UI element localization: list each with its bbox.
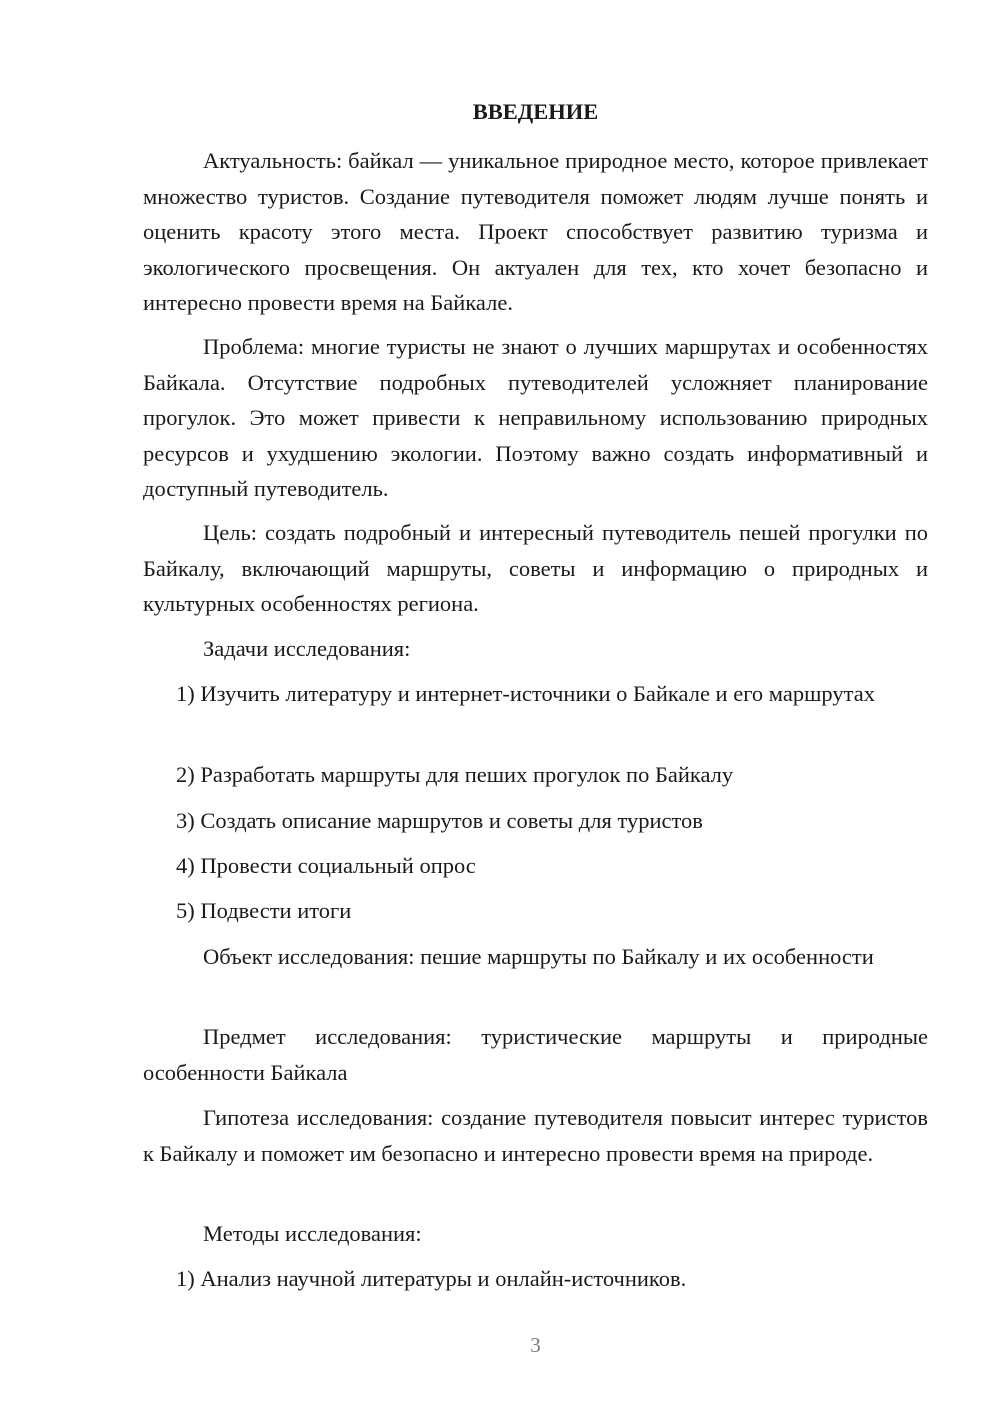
object-paragraph: Объект исследования: пешие маршруты по Байкалу и их особенности (203, 944, 874, 969)
methods-heading: Методы исследования: (203, 1221, 422, 1246)
page-number: 3 (530, 1333, 541, 1357)
subject-paragraph: Предмет исследования: туристические маршруты и природные особенности Байкала (143, 1024, 928, 1085)
problem-paragraph: Проблема: многие туристы не знают о лучших маршрутах и особенностях Байкала. Отсутствие подробных путеводителей усложняет планирование прогулок. Это может привести к неправильному использованию природных ресурсов и ухудшению экологии. Поэтому важно создать информативный и доступный путеводитель. (143, 334, 928, 501)
hypothesis-paragraph: Гипотеза исследования: создание путеводителя повысит интерес туристов к Байкалу и поможет им безопасно и интересно провести время на природе. (143, 1105, 928, 1166)
method-item-1: 1) Анализ научной литературы и онлайн-источников. (176, 1266, 687, 1291)
task-item-2: 2) Разработать маршруты для пеших прогулок по Байкалу (176, 762, 734, 787)
relevance-paragraph: Актуальность: байкал — уникальное природное место, которое привлекает множество туристов. Создание путеводителя поможет людям лучше понять и оценить красоту этого места. Проект способствует развитию туризма и экологического просвещения. Он актуален для тех, кто хочет безопасно и интересно провести время на Байкале. (143, 148, 928, 315)
task-item-3: 3) Создать описание маршрутов и советы для туристов (176, 808, 703, 833)
task-item-1: 1) Изучить литературу и интернет-источники о Байкале и его маршрутах (176, 681, 875, 706)
task-item-5: 5) Подвести итоги (176, 898, 352, 923)
tasks-heading: Задачи исследования: (203, 636, 411, 661)
page-title: ВВЕДЕНИЕ (472, 99, 599, 124)
goal-paragraph: Цель: создать подробный и интересный путеводитель пешей прогулки по Байкалу, включающий маршруты, советы и информацию о природных и культурных особенностях региона. (143, 520, 928, 616)
task-item-4: 4) Провести социальный опрос (176, 853, 476, 878)
